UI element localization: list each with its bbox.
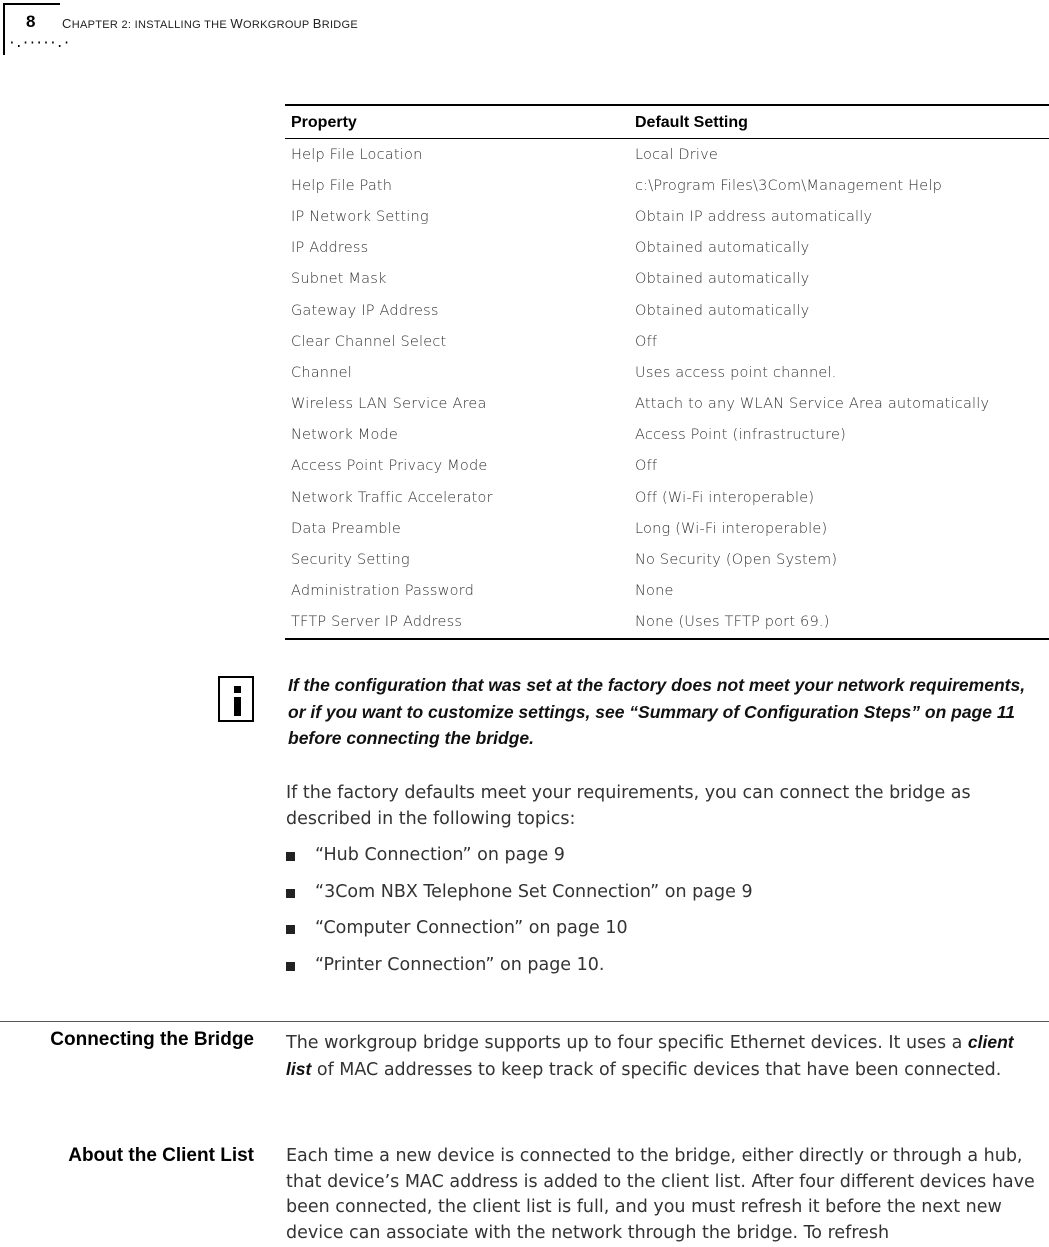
table-row xyxy=(285,264,1049,295)
list-item xyxy=(286,879,753,916)
default-setting-cell: Off (Wi-Fi interoperable) xyxy=(635,489,815,506)
topic-link[interactable]: “3Com NBX Telephone Set Connection” on page 9 xyxy=(315,881,753,902)
dotted-corner-ornament: ·.·····.· xyxy=(8,36,70,51)
table-row xyxy=(285,451,1049,482)
column-header-default-setting: Default Setting xyxy=(629,105,1049,139)
intro-paragraph: If the factory defaults meet your requirements, you can connect the bridge as described in the following topics: xyxy=(286,783,971,829)
table-row xyxy=(285,482,1049,513)
table-row xyxy=(285,513,1049,544)
default-setting-cell: Obtained automatically xyxy=(635,302,810,319)
section-heading-client-list: About the Client List xyxy=(68,1145,254,1166)
property-cell: Subnet Mask xyxy=(291,271,387,288)
default-setting-cell: Obtained automatically xyxy=(635,271,810,288)
table-row xyxy=(285,357,1049,388)
client-list-paragraph: Each time a new device is connected to the bridge, either directly or through a hub, that device’s MAC address is added to the client list. After four different devices have been connected, the client list is full, and you must refresh it before the next new device can associate with the network through the bridge. To refresh xyxy=(286,1146,1035,1243)
default-setting-cell: c:\Program Files\3Com\Management Help xyxy=(635,177,943,194)
bullet-square-icon xyxy=(286,962,295,971)
property-cell: Security Setting xyxy=(291,552,410,569)
table-row xyxy=(285,576,1049,607)
default-setting-cell: Long (Wi-Fi interoperable) xyxy=(635,520,828,537)
table-row xyxy=(285,607,1049,639)
chapter-title: CHAPTER 2: INSTALLING THE WORKGROUP BRIDGE xyxy=(62,16,359,31)
corner-rule-horizontal xyxy=(3,3,60,5)
table-row xyxy=(285,201,1049,232)
table-row xyxy=(285,544,1049,575)
info-icon xyxy=(218,676,254,722)
property-cell: Help File Location xyxy=(291,146,423,163)
topic-link[interactable]: “Computer Connection” on page 10 xyxy=(315,918,628,938)
page-header xyxy=(0,0,500,60)
section-heading-connecting: Connecting the Bridge xyxy=(50,1029,254,1050)
default-setting-cell: Obtained automatically xyxy=(635,240,810,257)
list-item xyxy=(286,915,753,952)
default-setting-cell: Access Point (infrastructure) xyxy=(635,427,846,444)
table-row xyxy=(285,139,1049,171)
topic-link[interactable]: “Hub Connection” on page 9 xyxy=(315,845,565,865)
default-setting-cell: No Security (Open System) xyxy=(635,552,838,569)
table-row xyxy=(285,389,1049,420)
corner-rule-vertical xyxy=(3,3,5,55)
table-row xyxy=(285,420,1049,451)
default-setting-cell: Obtain IP address automatically xyxy=(635,208,873,225)
property-cell: Network Mode xyxy=(291,427,399,444)
column-header-property: Property xyxy=(285,105,629,139)
topic-link[interactable]: “Printer Connection” on page 10. xyxy=(315,954,605,975)
topic-list xyxy=(286,842,753,988)
default-setting-cell: None (Uses TFTP port 69.) xyxy=(629,607,1049,639)
bullet-square-icon xyxy=(286,925,295,934)
connecting-paragraph: The workgroup bridge supports up to four specific Ethernet devices. It uses a client list of MAC addresses to keep track of specific devices that have been connected. xyxy=(286,1032,1014,1080)
property-cell: IP Address xyxy=(291,240,369,257)
default-setting-cell: Off xyxy=(635,458,658,475)
property-cell: Help File Path xyxy=(291,177,393,194)
default-settings-table xyxy=(285,104,1049,640)
list-item xyxy=(286,842,753,879)
default-setting-cell: Uses access point channel. xyxy=(635,364,837,381)
default-setting-cell: Local Drive xyxy=(635,146,719,163)
section-divider xyxy=(0,1021,1049,1022)
table-row xyxy=(285,326,1049,357)
table-row xyxy=(285,295,1049,326)
property-cell: Clear Channel Select xyxy=(291,333,447,350)
client-list-term: client list xyxy=(286,1032,1014,1079)
configuration-note: If the configuration that was set at the factory does not meet your network requirements, or if you want to customize settings, see “Summary of Configuration Steps” on page 11 before connecting the bridge. xyxy=(288,675,1026,748)
default-setting-cell: Off xyxy=(635,333,658,350)
page-number: 8 xyxy=(26,12,36,31)
table-row xyxy=(285,233,1049,264)
table-header-row xyxy=(285,105,1049,139)
property-cell: TFTP Server IP Address xyxy=(285,607,629,639)
bullet-square-icon xyxy=(286,852,295,861)
property-cell: Data Preamble xyxy=(291,520,402,537)
property-cell: Wireless LAN Service Area xyxy=(291,396,487,413)
table-row xyxy=(285,170,1049,201)
property-cell: Gateway IP Address xyxy=(291,302,439,319)
property-cell: Channel xyxy=(291,364,352,381)
property-cell: IP Network Setting xyxy=(291,208,429,225)
property-cell: Access Point Privacy Mode xyxy=(291,458,488,475)
property-cell: Administration Password xyxy=(291,583,475,600)
list-item xyxy=(286,952,753,989)
property-cell: Network Traffic Accelerator xyxy=(291,489,493,506)
default-setting-cell: Attach to any WLAN Service Area automatically xyxy=(635,396,990,413)
default-setting-cell: None xyxy=(635,583,674,600)
bullet-square-icon xyxy=(286,889,295,898)
